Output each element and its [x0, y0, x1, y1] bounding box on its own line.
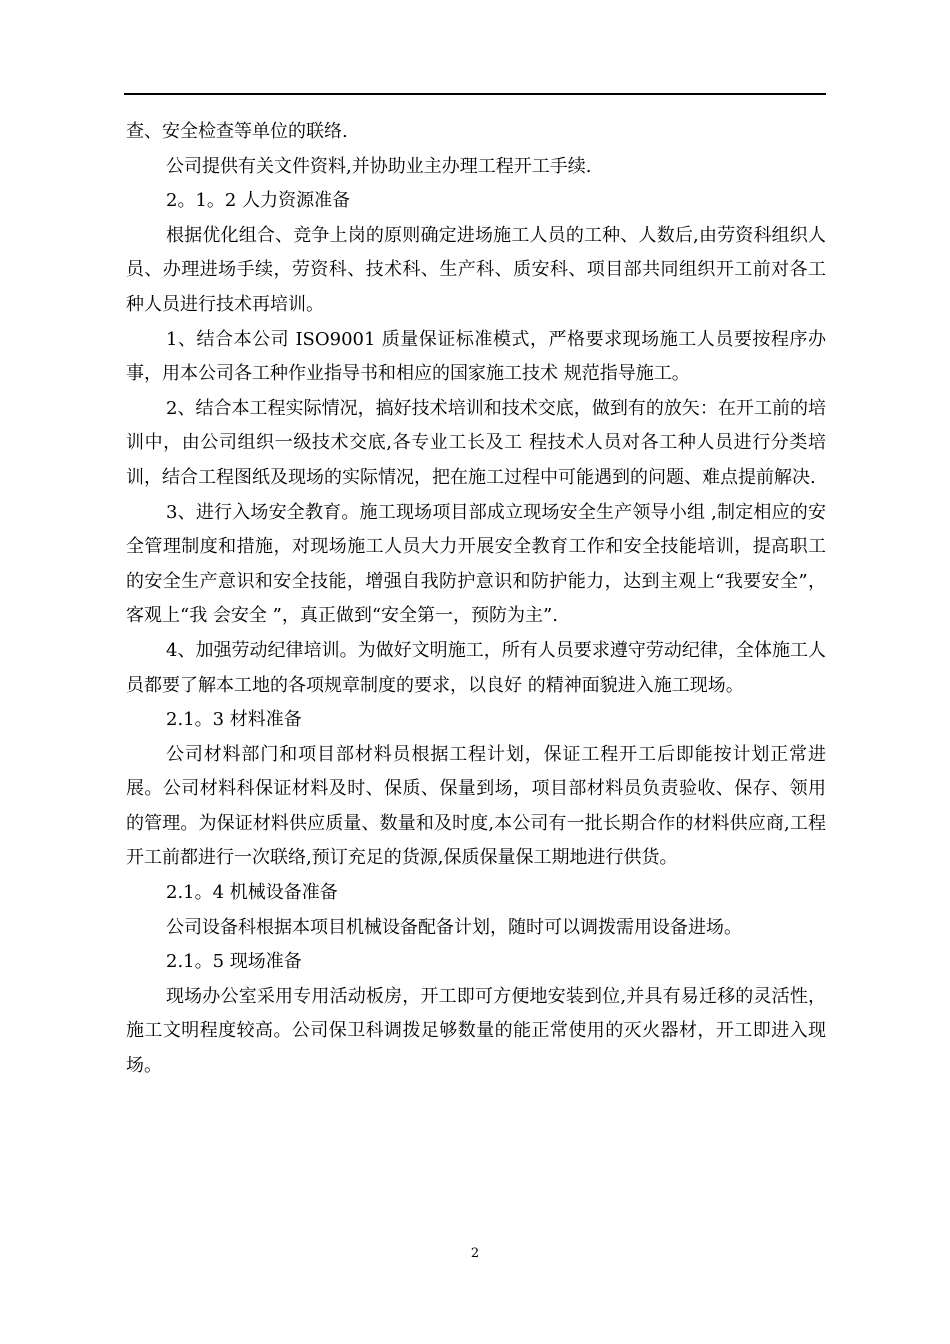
paragraph: 公司提供有关文件资料,并协助业主办理工程开工手续. — [166, 155, 592, 177]
paragraph: 4、加强劳动纪律培训。为做好文明施工，所有人员要求遵守劳动纪律，全体施工人员都要了解本工地的各项规章制度的要求，以良好 的精神面貌进入施工现场。 — [126, 639, 826, 696]
paragraph: 公司材料部门和项目部材料员根据工程计划，保证工程开工后即能按计划正常进展。公司材料科保证材料及时、保质、保量到场，项目部材料员负责验收、保存、领用的管理。为保证材料供应质量、数量和及时度,本公司有一批长期合作的材料供应商,工程开工前都进行一次联络,预订充足的货源,保质保量保工期地进行供货。 — [126, 743, 826, 869]
header-rule — [124, 93, 826, 95]
document-body — [126, 115, 826, 1084]
section-heading: 2.1。5 现场准备 — [166, 951, 302, 973]
section-heading: 2。1。2 人力资源准备 — [166, 190, 351, 212]
section-heading: 2.1。4 机械设备准备 — [166, 882, 338, 904]
paragraph: 根据优化组合、竞争上岗的原则确定进场施工人员的工种、人数后,由劳资科组织人员、办理进场手续，劳资科、技术科、生产科、质安科、项目部共同组织开工前对各工种人员进行技术再培训。 — [126, 224, 826, 315]
paragraph: 2、结合本工程实际情况，搞好技术培训和技术交底，做到有的放矢：在开工前的培训中，由公司组织一级技术交底,各专业工长及工 程技术人员对各工种人员进行分类培训，结合工程图纸及现场的实际情况，把在施工过程中可能遇到的问题、难点提前解决. — [126, 397, 826, 488]
paragraph: 公司设备科根据本项目机械设备配备计划，随时可以调拨需用设备进场。 — [166, 916, 742, 938]
paragraph: 查、安全检查等单位的联络. — [126, 121, 348, 142]
section-heading: 2.1。3 材料准备 — [166, 709, 302, 731]
paragraph: 现场办公室采用专用活动板房，开工即可方便地安装到位,并具有易迁移的灵活性，施工文明程度较高。公司保卫科调拨足够数量的能正常使用的灭火器材，开工即进入现场。 — [126, 985, 826, 1077]
page-number: 2 — [470, 1246, 480, 1261]
paragraph: 3、进行入场安全教育。施工现场项目部成立现场安全生产领导小组 ,制定相应的安全管理制度和措施，对现场施工人员大力开展安全教育工作和安全技能培训，提高职工的安全生产意识和安全技能，增强自我防护意识和防护能力，达到主观上“我要安全”，客观上“我 会安全 ”，真正做到“安全第一，预防为主”. — [126, 501, 826, 627]
paragraph: 1、结合本公司 ISO9001 质量保证标准模式，严格要求现场施工人员要按程序办事，用本公司各工种作业指导书和相应的国家施工技术 规范指导施工。 — [126, 328, 826, 385]
